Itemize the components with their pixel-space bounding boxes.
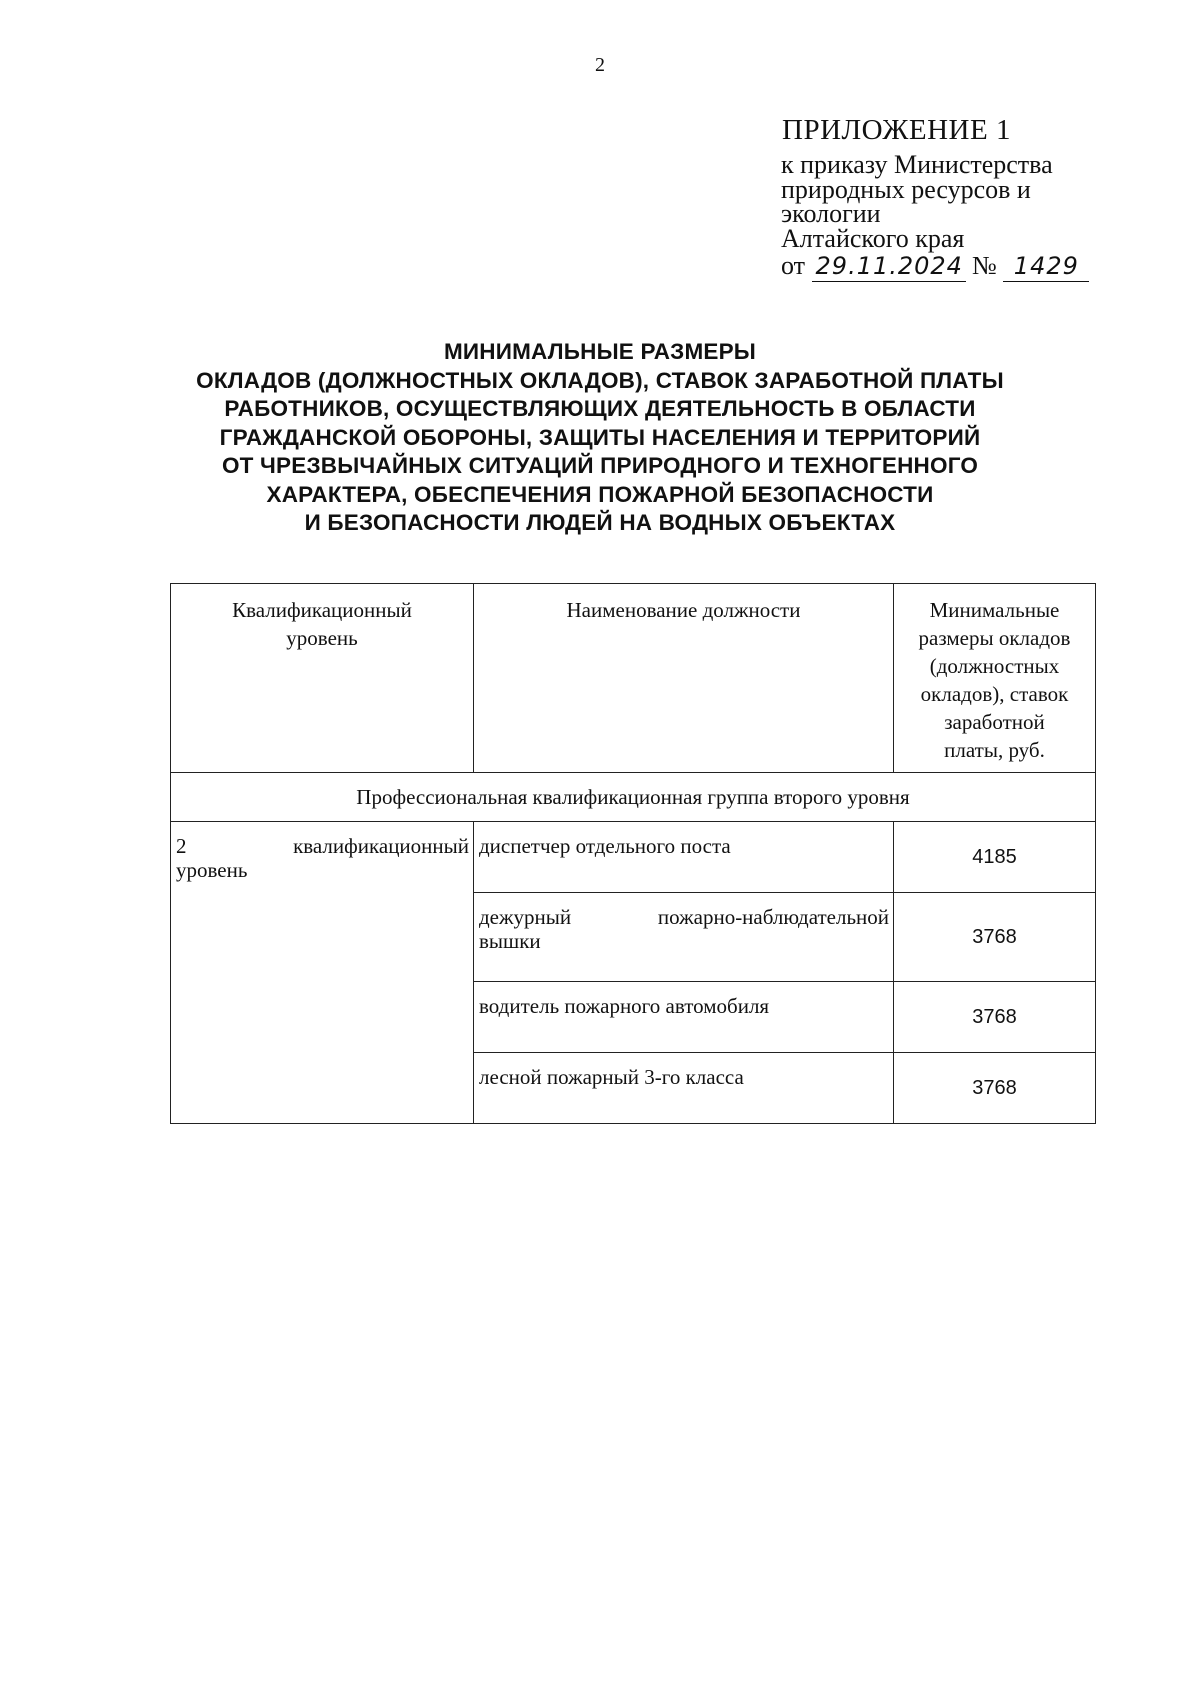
handwritten-number: 1429 bbox=[1003, 251, 1089, 282]
title-line: ХАРАКТЕРА, ОБЕСПЕЧЕНИЯ ПОЖАРНОЙ БЕЗОПАСНОСТИ bbox=[266, 481, 934, 507]
level-number: 2 bbox=[176, 834, 187, 858]
appendix-line: природных ресурсов и bbox=[781, 174, 1031, 204]
title-line: ОКЛАДОВ (ДОЛЖНОСТНЫХ ОКЛАДОВ), СТАВОК ЗАРАБОТНОЙ ПЛАТЫ bbox=[196, 367, 1004, 393]
header-level-line: уровень bbox=[286, 626, 358, 650]
appendix-line: к приказу Министерства bbox=[781, 150, 1053, 179]
table-row bbox=[171, 822, 1096, 893]
position-tail: вышки bbox=[479, 929, 541, 953]
appendix-line: Алтайского края bbox=[781, 223, 965, 253]
title-line: ОТ ЧРЕЗВЫЧАЙНЫХ СИТУАЦИЙ ПРИРОДНОГО И ТЕХНОГЕННОГО bbox=[221, 453, 979, 478]
header-salary bbox=[894, 584, 1096, 773]
position-cell: водитель пожарного автомобиля bbox=[474, 982, 894, 1053]
page-number: 2 bbox=[595, 54, 605, 76]
title-line: ГРАЖДАНСКОЙ ОБОРОНЫ, ЗАЩИТЫ НАСЕЛЕНИЯ И ТЕРРИТОРИЙ bbox=[219, 424, 981, 450]
position-cell bbox=[474, 893, 894, 982]
header-salary-line: размеры окладов bbox=[918, 626, 1071, 650]
number-label: № bbox=[972, 251, 997, 280]
level-cell bbox=[171, 822, 474, 1124]
title-line: МИНИМАЛЬНЫЕ РАЗМЕРЫ bbox=[443, 339, 757, 364]
salary-value-cell: 3768 bbox=[894, 982, 1096, 1053]
document-title bbox=[150, 338, 1050, 538]
salary-value-cell: 3768 bbox=[894, 893, 1096, 982]
salary-value-cell: 4185 bbox=[894, 822, 1096, 893]
header-level-line: Квалификационный bbox=[232, 598, 412, 622]
salary-value-cell: 3768 bbox=[894, 1053, 1096, 1124]
position-cell: лесной пожарный 3-го класса bbox=[474, 1053, 894, 1124]
position-word: дежурный bbox=[479, 905, 572, 929]
level-suffix: уровень bbox=[176, 858, 248, 882]
position-cell: диспетчер отдельного поста bbox=[474, 822, 894, 893]
salary-table bbox=[170, 583, 1096, 1124]
header-position-text: Наименование должности bbox=[566, 598, 801, 622]
header-salary-line: (должностных bbox=[929, 654, 1060, 678]
header-salary-line: платы, руб. bbox=[944, 738, 1045, 762]
group-row bbox=[171, 773, 1096, 822]
header-salary-line: Минимальные bbox=[929, 598, 1060, 622]
position-word: пожарно-наблюдательной bbox=[657, 905, 889, 929]
appendix-reference bbox=[781, 150, 1121, 253]
header-salary-line: заработной bbox=[944, 710, 1045, 734]
title-line: РАБОТНИКОВ, ОСУЩЕСТВЛЯЮЩИХ ДЕЯТЕЛЬНОСТЬ В ОБЛАСТИ bbox=[224, 396, 976, 421]
header-position bbox=[474, 584, 894, 773]
group-cell: Профессиональная квалификационная группа второго уровня bbox=[171, 773, 1096, 822]
appendix-title: ПРИЛОЖЕНИЕ 1 bbox=[782, 114, 1011, 146]
appendix-line: экологии bbox=[781, 199, 881, 228]
order-date-number-line bbox=[781, 251, 1089, 282]
level-word: квалификационный bbox=[293, 834, 469, 858]
header-level bbox=[171, 584, 474, 773]
title-line: И БЕЗОПАСНОСТИ ЛЮДЕЙ НА ВОДНЫХ ОБЪЕКТАХ bbox=[304, 510, 896, 535]
header-salary-line: окладов), ставок bbox=[920, 682, 1069, 706]
table-header-row bbox=[171, 584, 1096, 773]
from-label: от bbox=[781, 251, 806, 280]
handwritten-date: 29.11.2024 bbox=[812, 251, 966, 282]
